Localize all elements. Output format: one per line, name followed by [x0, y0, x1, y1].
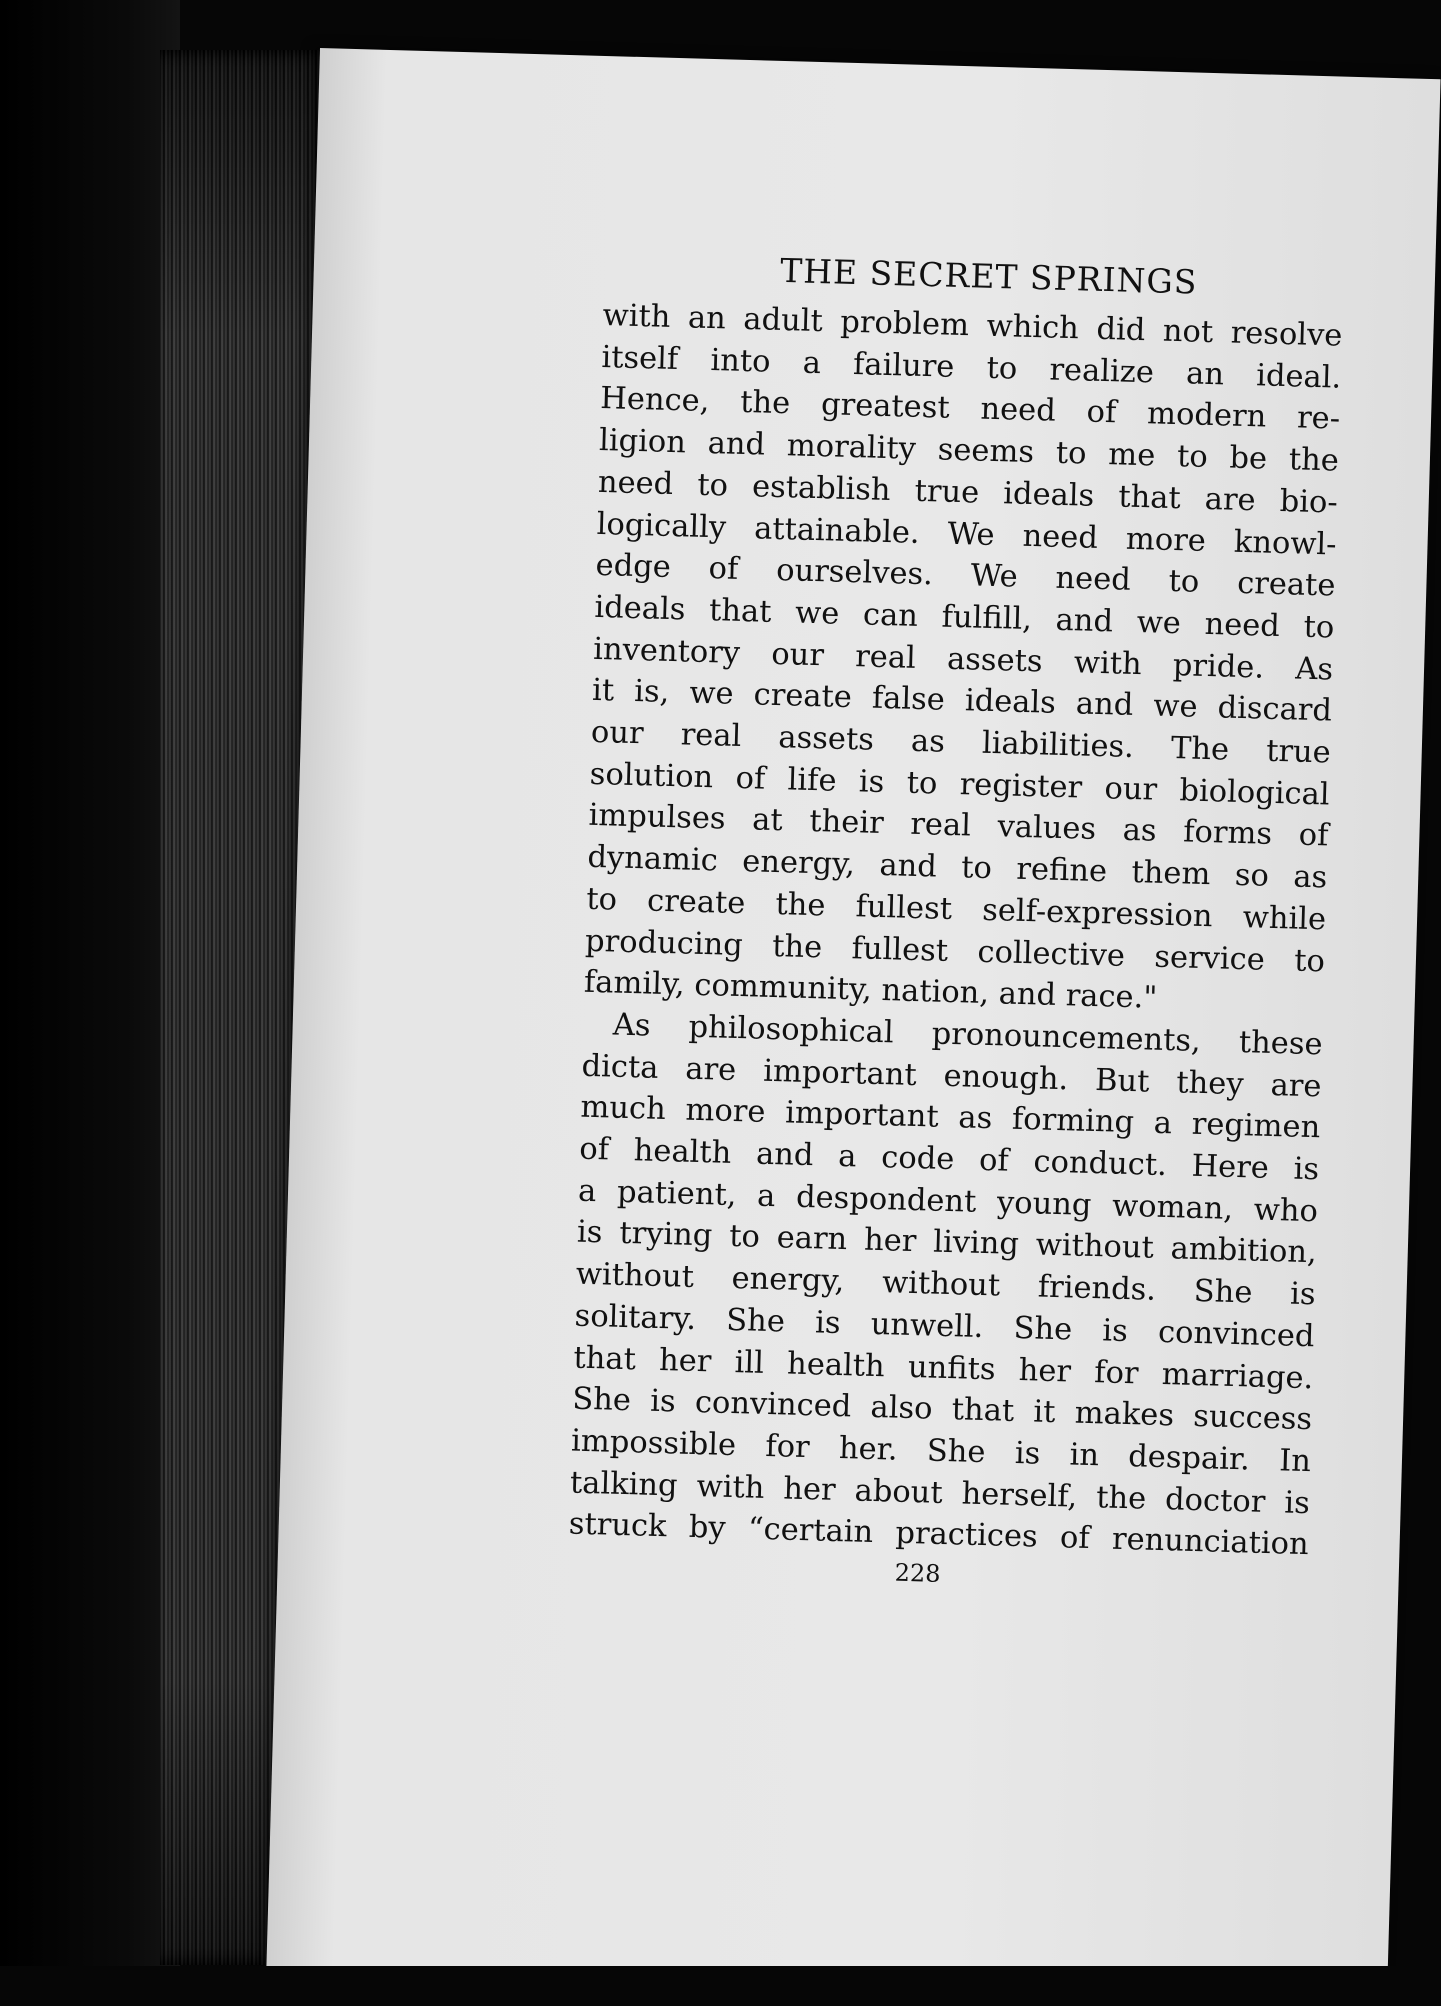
text-line: talking with her about herself, the doctor is — [569, 1465, 1311, 1521]
text-line-paragraph-start: As philosophical pronouncements, these — [612, 1007, 1324, 1063]
text-line: dynamic energy, and to refine them so as — [587, 839, 1328, 896]
bottom-dark-band — [0, 1966, 1441, 2006]
text-line: it is, we create false ideals and we discard — [591, 673, 1333, 729]
text-line: producing the fullest collective service to — [584, 923, 1326, 979]
text-line: ligion and morality seems to me to be the — [598, 423, 1340, 479]
text-line: with an adult problem which did not resolve — [602, 298, 1343, 354]
text-line: need to establish true ideals that are bio- — [597, 464, 1339, 521]
text-line: She is convinced also that it makes success — [571, 1381, 1313, 1438]
text-line: solution of life is to register our biological — [589, 756, 1331, 813]
text-line: dicta are important enough. But they are — [581, 1048, 1322, 1105]
page-number: 228 — [894, 1558, 941, 1589]
text-line: itself into a failure to realize an ideal. — [600, 339, 1342, 396]
text-line: impulses at their real values as forms of — [588, 798, 1329, 854]
text-line: a patient, a despondent young woman, who — [577, 1173, 1319, 1230]
text-line: impossible for her. She is in despair. In — [570, 1423, 1312, 1480]
page-content — [567, 246, 1344, 1598]
text-line: to create the fullest self-expression while — [585, 881, 1327, 938]
text-line: family, community, nation, and race." — [583, 964, 1158, 1016]
text-line: our real assets as liabilities. The true — [590, 714, 1332, 771]
text-line: logically attainable. We need more knowl- — [596, 506, 1338, 563]
body-text — [568, 295, 1343, 1566]
text-line: is trying to earn her living without ambition, — [576, 1215, 1318, 1271]
book-page — [266, 48, 1440, 1999]
text-line: solitary. She is unwell. She is convinced — [574, 1298, 1315, 1355]
text-line: inventory our real assets with pride. As — [592, 631, 1334, 688]
text-line: ideals that we can fulfill, and we need to — [594, 589, 1335, 646]
text-line: much more important as forming a regimen — [580, 1090, 1321, 1146]
text-line: struck by “certain practices of renunciation — [568, 1506, 1310, 1563]
text-line: that her ill health unfits her for marriage. — [573, 1340, 1314, 1396]
text-line: without energy, without friends. She is — [575, 1256, 1317, 1313]
text-line: edge of ourselves. We need to create — [595, 548, 1336, 604]
running-head: THE SECRET SPRINGS — [779, 250, 1198, 302]
text-line: Hence, the greatest need of modern re- — [599, 381, 1341, 438]
text-line: of health and a code of conduct. Here is — [578, 1131, 1320, 1188]
dark-margin — [0, 0, 180, 2006]
